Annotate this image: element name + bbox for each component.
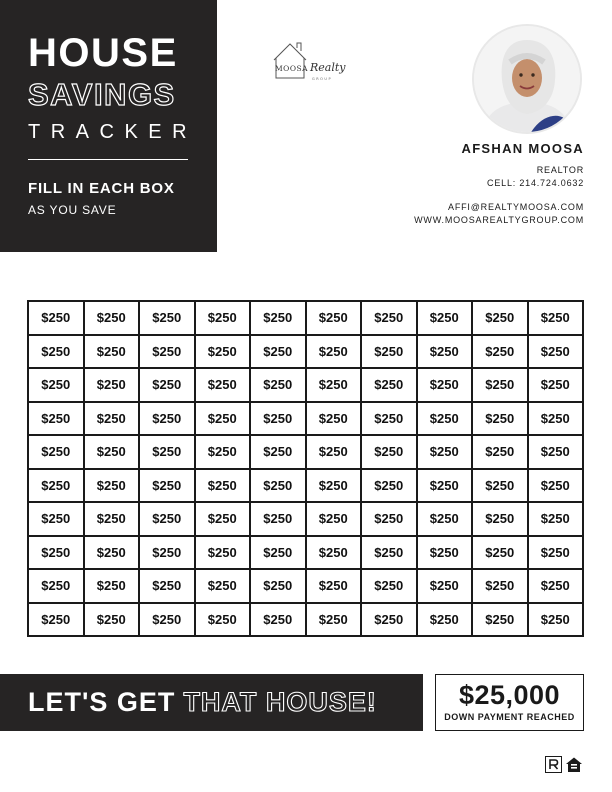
savings-box[interactable]: $250 <box>196 503 252 537</box>
savings-box[interactable]: $250 <box>473 302 529 336</box>
savings-box[interactable]: $250 <box>362 336 418 370</box>
goal-label: DOWN PAYMENT REACHED <box>444 712 575 722</box>
savings-box[interactable]: $250 <box>196 336 252 370</box>
savings-box[interactable]: $250 <box>529 470 585 504</box>
agent-website[interactable]: WWW.MOOSAREALTYGROUP.COM <box>414 215 584 225</box>
savings-box[interactable]: $250 <box>529 369 585 403</box>
savings-box[interactable]: $250 <box>29 302 85 336</box>
savings-box[interactable]: $250 <box>362 403 418 437</box>
savings-box[interactable]: $250 <box>85 503 141 537</box>
savings-box[interactable]: $250 <box>307 503 363 537</box>
savings-box[interactable]: $250 <box>307 470 363 504</box>
savings-box[interactable]: $250 <box>529 537 585 571</box>
savings-box[interactable]: $250 <box>196 369 252 403</box>
slogan-banner <box>0 674 423 731</box>
savings-box[interactable]: $250 <box>140 302 196 336</box>
logo-sub: GROUP <box>312 77 333 81</box>
savings-box[interactable]: $250 <box>418 503 474 537</box>
savings-box[interactable]: $250 <box>140 470 196 504</box>
savings-box[interactable]: $250 <box>140 403 196 437</box>
agent-photo-illustration <box>474 26 580 132</box>
savings-box[interactable]: $250 <box>85 570 141 604</box>
savings-box[interactable]: $250 <box>529 336 585 370</box>
savings-box[interactable]: $250 <box>362 537 418 571</box>
agent-photo <box>472 24 582 134</box>
savings-box[interactable]: $250 <box>85 470 141 504</box>
title-tracker: TRACKER <box>28 121 198 143</box>
title-savings: SAVINGS <box>28 77 176 112</box>
savings-box[interactable]: $250 <box>529 302 585 336</box>
savings-box[interactable]: $250 <box>251 537 307 571</box>
agent-info <box>414 141 584 225</box>
savings-box[interactable]: $250 <box>473 436 529 470</box>
savings-box[interactable]: $250 <box>251 369 307 403</box>
savings-box[interactable]: $250 <box>196 436 252 470</box>
goal-box <box>435 674 584 731</box>
savings-box[interactable]: $250 <box>362 570 418 604</box>
savings-box[interactable]: $250 <box>85 537 141 571</box>
savings-box[interactable]: $250 <box>418 369 474 403</box>
savings-box[interactable]: $250 <box>140 436 196 470</box>
savings-box[interactable]: $250 <box>251 302 307 336</box>
slogan-solid: LET'S GET <box>28 687 176 717</box>
savings-box[interactable]: $250 <box>362 470 418 504</box>
savings-box[interactable]: $250 <box>529 604 585 638</box>
savings-box[interactable]: $250 <box>418 470 474 504</box>
savings-box[interactable]: $250 <box>529 570 585 604</box>
savings-box[interactable]: $250 <box>362 302 418 336</box>
savings-box[interactable]: $250 <box>473 336 529 370</box>
savings-box[interactable]: $250 <box>140 369 196 403</box>
savings-box[interactable]: $250 <box>418 604 474 638</box>
savings-box[interactable]: $250 <box>418 302 474 336</box>
savings-box[interactable]: $250 <box>307 403 363 437</box>
savings-box[interactable]: $250 <box>29 436 85 470</box>
savings-box[interactable]: $250 <box>307 369 363 403</box>
savings-box[interactable]: $250 <box>85 302 141 336</box>
logo-script: Realty <box>310 61 346 74</box>
title-house: HOUSE <box>28 31 178 75</box>
savings-box[interactable]: $250 <box>85 436 141 470</box>
savings-box[interactable]: $250 <box>307 604 363 638</box>
savings-box[interactable]: $250 <box>307 336 363 370</box>
agent-phone: CELL: 214.724.0632 <box>487 178 584 188</box>
savings-box[interactable]: $250 <box>29 336 85 370</box>
savings-box[interactable]: $250 <box>85 369 141 403</box>
savings-box[interactable]: $250 <box>473 403 529 437</box>
savings-box[interactable]: $250 <box>251 570 307 604</box>
savings-box[interactable]: $250 <box>29 503 85 537</box>
savings-box[interactable]: $250 <box>529 503 585 537</box>
savings-box[interactable]: $250 <box>418 336 474 370</box>
savings-box[interactable]: $250 <box>418 436 474 470</box>
savings-box[interactable]: $250 <box>140 570 196 604</box>
agent-title: REALTOR <box>536 165 584 175</box>
savings-box[interactable]: $250 <box>29 604 85 638</box>
savings-box[interactable]: $250 <box>29 570 85 604</box>
title-divider <box>28 159 188 160</box>
agent-email[interactable]: AFFI@REALTYMOOSA.COM <box>448 202 584 212</box>
savings-box[interactable]: $250 <box>307 436 363 470</box>
savings-grid <box>27 300 584 637</box>
savings-box[interactable]: $250 <box>473 470 529 504</box>
savings-box[interactable]: $250 <box>529 403 585 437</box>
savings-box[interactable]: $250 <box>362 604 418 638</box>
savings-box[interactable]: $250 <box>29 403 85 437</box>
agent-name: AFSHAN MOOSA <box>461 141 584 156</box>
savings-box[interactable]: $250 <box>196 604 252 638</box>
savings-box[interactable]: $250 <box>473 604 529 638</box>
slogan-outline: THAT HOUSE! <box>183 687 377 717</box>
savings-box[interactable]: $250 <box>473 570 529 604</box>
savings-box[interactable]: $250 <box>307 537 363 571</box>
savings-box[interactable]: $250 <box>251 503 307 537</box>
goal-amount: $25,000 <box>458 680 561 710</box>
savings-box[interactable]: $250 <box>29 369 85 403</box>
savings-box[interactable]: $250 <box>140 537 196 571</box>
savings-box[interactable]: $250 <box>362 436 418 470</box>
savings-box[interactable]: $250 <box>196 403 252 437</box>
instruction-sub: AS YOU SAVE <box>28 203 117 217</box>
savings-box[interactable]: $250 <box>140 503 196 537</box>
savings-box[interactable]: $250 <box>29 470 85 504</box>
savings-box[interactable]: $250 <box>251 403 307 437</box>
savings-box[interactable]: $250 <box>473 503 529 537</box>
title-block <box>0 0 217 252</box>
logo-brand: MOOSA <box>275 64 309 73</box>
savings-box[interactable]: $250 <box>251 470 307 504</box>
savings-box[interactable]: $250 <box>196 570 252 604</box>
savings-box[interactable]: $250 <box>307 570 363 604</box>
savings-box[interactable]: $250 <box>362 503 418 537</box>
savings-box[interactable]: $250 <box>418 537 474 571</box>
savings-box[interactable]: $250 <box>29 537 85 571</box>
savings-box[interactable]: $250 <box>196 537 252 571</box>
savings-box[interactable]: $250 <box>473 369 529 403</box>
savings-box[interactable]: $250 <box>140 604 196 638</box>
instruction-main: FILL IN EACH BOX <box>28 180 175 197</box>
savings-box[interactable]: $250 <box>473 537 529 571</box>
savings-box[interactable]: $250 <box>251 604 307 638</box>
savings-box[interactable]: $250 <box>307 302 363 336</box>
savings-box[interactable]: $250 <box>196 302 252 336</box>
savings-box[interactable]: $250 <box>251 436 307 470</box>
savings-box[interactable]: $250 <box>362 369 418 403</box>
savings-box[interactable]: $250 <box>418 403 474 437</box>
savings-box[interactable]: $250 <box>85 336 141 370</box>
realty-logo <box>270 38 350 88</box>
savings-box[interactable]: $250 <box>251 336 307 370</box>
savings-box[interactable]: $250 <box>140 336 196 370</box>
savings-box[interactable]: $250 <box>196 470 252 504</box>
savings-box[interactable]: $250 <box>85 604 141 638</box>
equal-housing-icon <box>565 756 583 773</box>
realtor-logo-icon <box>545 756 562 773</box>
savings-box[interactable]: $250 <box>85 403 141 437</box>
savings-box[interactable]: $250 <box>529 436 585 470</box>
savings-box[interactable]: $250 <box>418 570 474 604</box>
